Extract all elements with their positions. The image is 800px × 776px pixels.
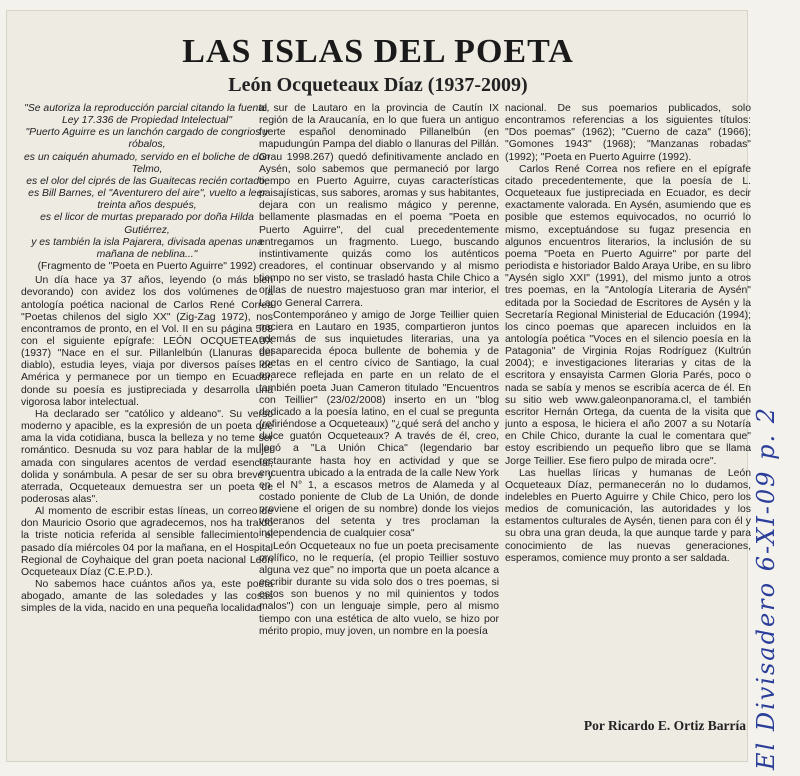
epigraph-line: y es también la isla Pajarera, divisada apenas una mañana de neblina..." [31,236,263,260]
body-paragraph: nacional. De sus poemarios publicados, solo encontramos referencias a los siguientes títulos: "Dos poemas" (1962); "Cuerno de caza" (1966); "Gomones 1943" (1968); "Manzanas robadas" (1992); "Poeta en Puerto Aguirre (1992). [505,103,751,163]
epigraph-source: (Fragmento de "Poeta en Puerto Aguirre" 1992) [37,261,257,273]
body-paragraph: Ha declarado ser "católico y aldeano". Su verso moderno y apacible, es la expresión de un poeta que ama la vida cotidiana, busca la belleza y no teme ser romántico. Desnuda su voz para hablar de la mujer amada con singulares acentos de verdad esencial, dolida y sonámbula. A pesar de ser su obra breve y aterrada, Ocqueteaux demuestra ser un poeta de poderosas alas". [21,408,273,505]
column-2 [259,103,499,751]
epigraph-line: es un caiquén ahumado, servido en el boliche de don Telmo, [23,151,271,175]
author-signature: Por Ricardo E. Ortiz Barría [583,718,746,733]
epigraph-line: es Bill Barnes, el "Aventurero del aire", vuelto a leer treinta años después, [28,188,266,212]
body-paragraph: León Ocqueteaux no fue un poeta precisamente prolífico, no le requería, (el propio Teillier sostuvo alguna vez que" no importa que un poeta alcance a escribir durante su vida solo dos o tres poemas, si estos son buenos y no mil quinientos y todos malos") con un lenguaje simple, pero al mismo tiempo con una estética de alto vuelo, se hizo por mérito propio, muy joven, un nombre en la poesía [259,540,499,637]
body-paragraph: al sur de Lautaro en la provincia de Cautín IX región de la Araucanía, en lo que fuera un antiguo fuerte español denominado Pillanelbún (en mapudungún Pampa del diablo o llanuras del Pillán. Grau 1998.267) quedó definitivamente anclado en Aysén, solo sabemos que permaneció por largo tiempo en Puerto Aguirre, cuyas características paisajísticas, sus sabores, aromas y sus habitantes, dejara con un realismo mágico y perenne, bellamente plasmadas en el poema "Poeta en Puerto Aguirre", del cual precedentemente entregamos un fragmento. Luego, buscando instintivamente quizás como los auténticos creadores, el continuar observando y al mismo tiempo no ser visto, se trasladó hasta Chile Chico a orillas de nuestro majestuoso gran mar interior, el Lago General Carrera. [259,103,499,309]
body-paragraph: Las huellas líricas y humanas de León Ocqueteaux Díaz, permanecerán no lo dudamos, indelebles en Puerto Aguirre y Chile Chico, pero los medios de comunicación, las autoridades y los estamentos culturales de Aysén, tienen para con él y su obra una gran deuda, la que aunque tarde y para conocimiento de las nuevas generaciones, esperamos, comience muy pronto a ser saldada. [505,467,751,564]
epigraph-line: "Puerto Aguirre es un lanchón cargado de congrios y róbalos, [25,127,269,151]
article-subtitle: León Ocqueteaux Díaz (1937-2009) [228,74,528,96]
body-paragraph: Contemporáneo y amigo de Jorge Teillier quien naciera en Lautaro en 1935, compartieron juntos además de sus inquietudes literarias, una ya desaparecida época bullente de bohemia y de poetas en el centro cívico de Santiago, la cual aparece reflejada en parte en un relato de el también poeta Juan Cameron titulado "Encuentros con Teillier" (23/02/2008) inserto en un "blog dedicado a la poesía latino, en el cual se pregunta (refiriéndose a Ocqueteaux) "¿qué será del ancho y dulce guatón Ocqueteaux? A través de él, creo, llegó a "La Unión Chica" (legendario bar restaurante hasta hoy en actividad y que se encuentra ubicado a la entrada de la calle New York en el N° 1, a escasos metros de Alameda y al costado poniente de Club de La Unión, de donde proviene el origen de su nombre) donde los viejos veteranos del setenta y tres proclaman la independencia de cualquier cosa" [259,309,499,540]
body-paragraph: No sabemos hace cuántos años ya, este poeta abogado, amante de las soledades y las cosas simples de la vida, nacido en una pequeña localidad [21,579,273,615]
epigraph-line: es el olor del ciprés de las Guaitecas recién cortado, [26,175,268,187]
body-paragraph: Carlos René Correa nos refiere en el epígrafe citado precedentemente, que la poesía de L. Ocqueteaux fue justipreciada en Ecuador, es decir exactamente valorada. En Aysén, asumiendo que es posible que estemos equivocados, no ocurrió lo mismo, exceptuándose su fugaz presencia en algunos encuentros literarios, la inclusión de su poema "Poeta en Puerto Aguirre" por parte del periodista e historiador Baldo Araya Uribe, en su libro "Aysén siglo XXI" (1991), del mismo junto a otros tres poemas, en la "Antología Literaria de Aysén" editada por la Sociedad de Escritores de Aysén y la Secretaría Regional Ministerial de Educación (1994); los cinco poemas que aparecen incluidos en la antología poética "Voces en el silencio poesía en la Patagonia" de Virginia Rojas Rodríguez (Kultrún 2004); e investigaciones literarias y citas de la escritora y ensayista Carmen Gloria Parés, poco o nada se sabía y menos se escribía acerca de él. En su sitio web www.galeonpanorama.cl, el también escritor Hernán Ortega, da cuenta de la visita que junto a esposa, le hiciera el año 2007 a su Notaría en Chile Chico, durante la cual le comentara que" estoy escribiendo un pequeño libro que se llama Jorge Teillier. Ese fiero pulpo de mirada ocre". [505,163,751,467]
newspaper-clipping [6,10,751,762]
column-1 [21,103,273,751]
epigraph-note: "Se autoriza la reproducción parcial citando la fuente, Ley 17.336 de Propiedad Intelectual" [24,103,270,127]
handwritten-annotation: El Divisadero 6-XI-09 p. 2 [752,406,780,770]
article-title: LAS ISLAS DEL POETA [182,33,574,70]
body-paragraph: Un día hace ya 37 años, leyendo (o más bien devorando) con avidez los dos volúmenes de la antología poética nacional de Carlos René Correa "Poetas chilenos del siglo XX" (Zig-Zag 1972), nos encontramos de pronto, en el Vol. II en su página 508 con el siguiente epígrafe: LEÓN OCQUETEAUX (1937) "Nace en el sur. Pillanlelbún (Llanuras del diablo), estudia leyes, viaja por diversos países de América y permanece por un tiempo en Ecuador, donde su poesía es justipreciada y desarrolla una vigorosa labor intelectual. [21,275,273,408]
epigraph-line: es el licor de murtas preparado por doña Hilda Gutiérrez, [40,212,254,236]
body-paragraph: Al momento de escribir estas líneas, un correo de don Mauricio Osorio que agradecemos, nos ha traído la triste noticia referida al sensible fallecimiento el pasado día miércoles 04 por la mañana, en el Hospital Regional de Coyhaique del gran poeta nacional León Ocqueteaux Díaz (C.E.P.D.). [21,506,273,578]
column-3 [505,103,751,715]
epigraph [21,103,273,273]
